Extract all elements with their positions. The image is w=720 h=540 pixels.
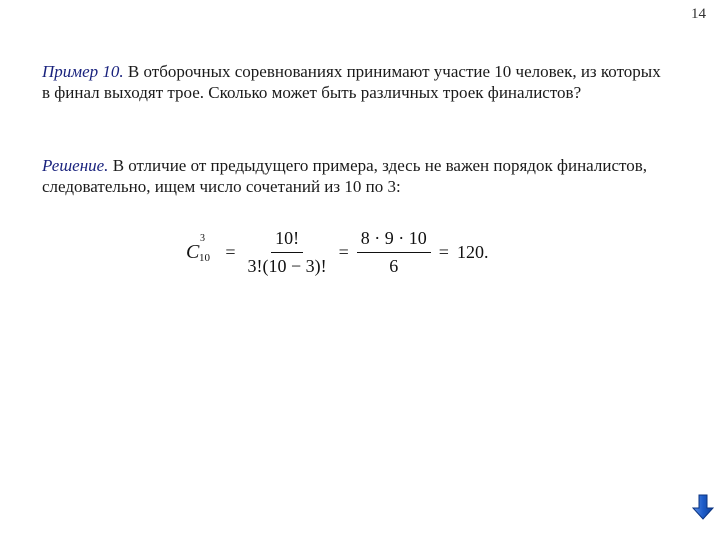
- solution-text: В отличие от предыдущего примера, здесь не важен порядок финалистов, следовательно, ищем число сочетаний из 10 по 3:: [42, 156, 647, 196]
- fraction-factorial-numerator: 10!: [271, 228, 303, 253]
- formula-result: 120.: [456, 241, 489, 262]
- solution-paragraph: [42, 155, 662, 197]
- symbol-superscript: 3: [200, 232, 205, 244]
- page-number: 14: [691, 6, 706, 22]
- fraction-product-denominator: 6: [389, 255, 399, 276]
- down-arrow-icon[interactable]: [692, 494, 714, 520]
- fraction-product-numerator: 8 · 9 · 10: [357, 228, 431, 253]
- combination-formula: [186, 224, 488, 280]
- fraction-factorial: [244, 228, 331, 277]
- fraction-product: [357, 228, 431, 277]
- symbol-subscript: 10: [199, 251, 210, 264]
- example-text: В отборочных соревнованиях принимают участие 10 человек, из которых в финал выходят трое. Сколько может быть различных троек финалистов?: [42, 62, 661, 102]
- equals-sign-2: =: [338, 241, 349, 262]
- equals-sign-3: =: [438, 241, 449, 262]
- fraction-factorial-denominator: 3!(10 − 3)!: [247, 255, 327, 276]
- equals-sign-1: =: [225, 241, 236, 262]
- solution-label: Решение.: [42, 156, 109, 175]
- example-paragraph: [42, 61, 662, 103]
- example-label: Пример 10.: [42, 62, 124, 81]
- symbol-base: C: [186, 240, 200, 263]
- combination-symbol: [186, 232, 213, 264]
